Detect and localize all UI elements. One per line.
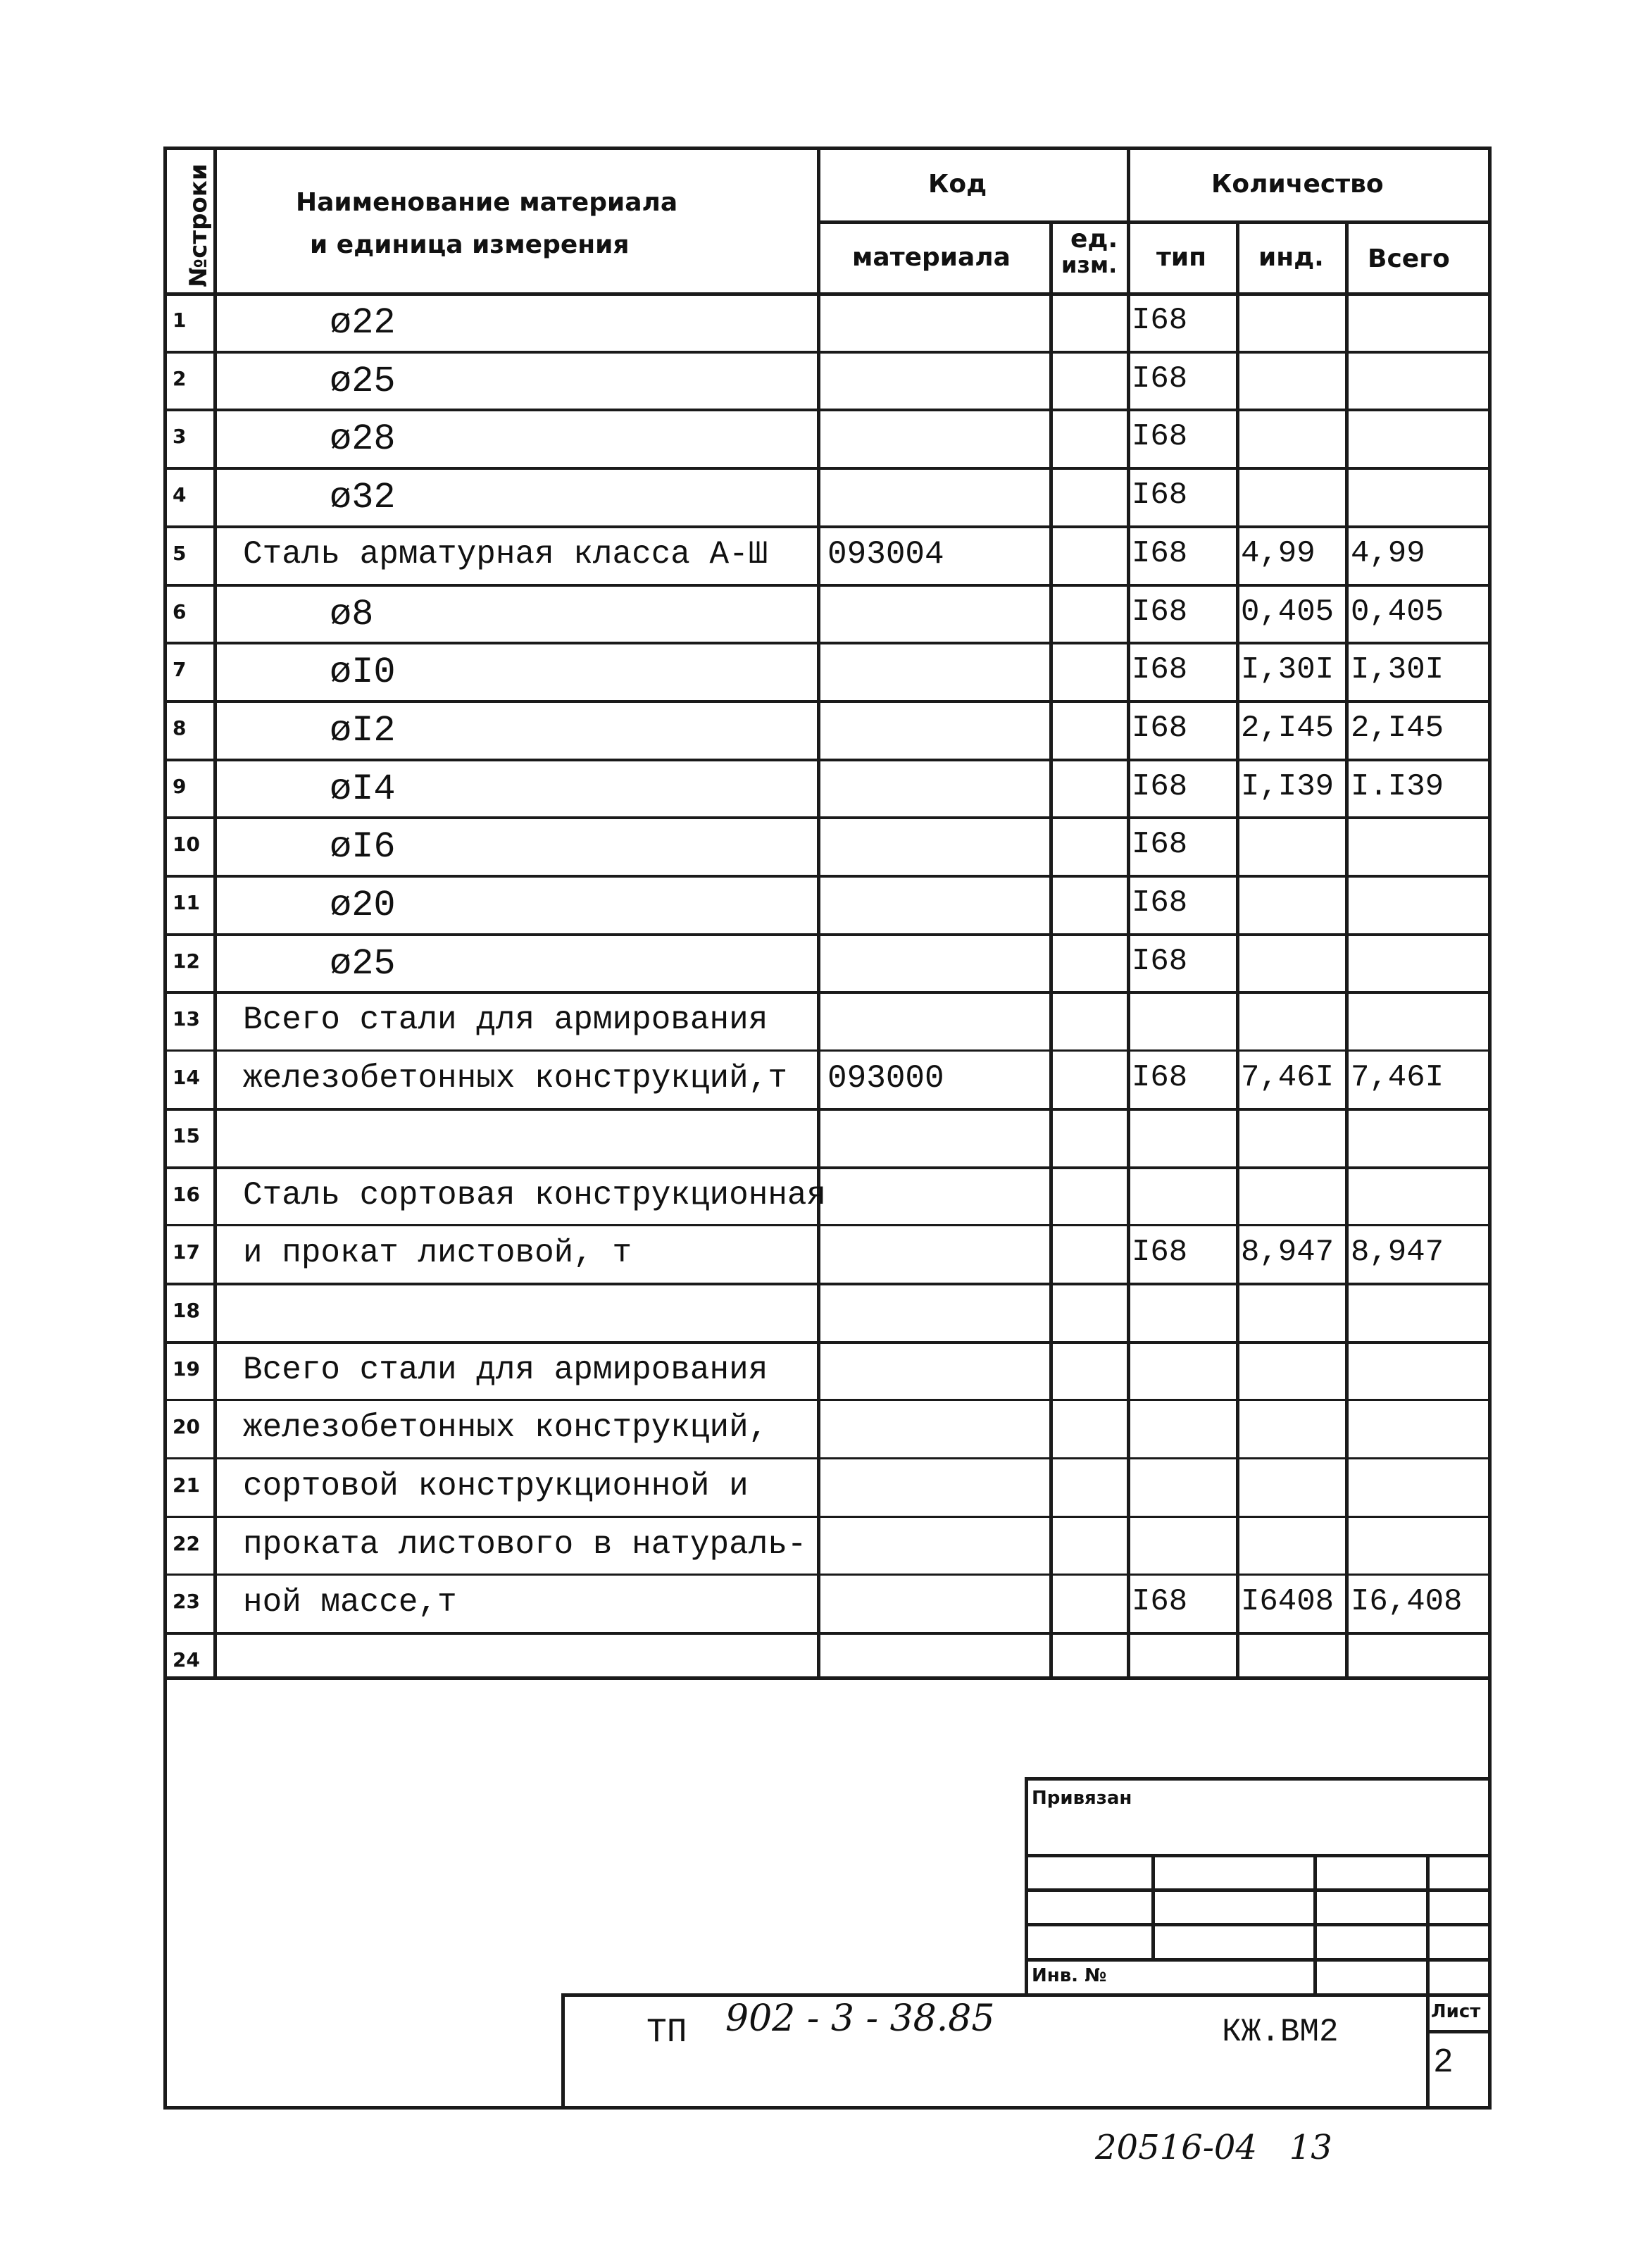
quantity-total: 8,947 [1351, 1235, 1444, 1270]
material-name: Всего стали для армирования [243, 1002, 768, 1038]
col-div-ind [1345, 220, 1349, 1680]
row-divider [163, 525, 1492, 528]
unit-code: I68 [1132, 361, 1188, 397]
inventory-number-label: Инв. № [1032, 1965, 1107, 1986]
quantity-total: I.I39 [1351, 769, 1444, 804]
sheet-cell-left [1426, 1993, 1430, 2110]
material-name: ø28 [330, 418, 396, 460]
material-name: железобетонных конструкций,т [243, 1060, 787, 1097]
unit-code: I68 [1132, 594, 1188, 630]
unit-code: I68 [1132, 1584, 1188, 1619]
stamp-line-3 [1025, 1888, 1492, 1892]
col-div-unit [1127, 147, 1130, 1680]
row-divider [163, 1049, 1492, 1052]
row-number: 7 [173, 658, 187, 681]
quantity-individual: 2,I45 [1241, 711, 1335, 746]
stamp-line-4 [1025, 1923, 1492, 1926]
material-name: øI0 [330, 652, 396, 693]
quantity-total: I,30I [1351, 652, 1444, 687]
row-number: 2 [173, 367, 187, 390]
quantity-total: 4,99 [1351, 536, 1425, 571]
unit-header-line2: изм. [1061, 251, 1118, 278]
row-number: 23 [173, 1590, 200, 1613]
unit-code: I68 [1132, 478, 1188, 513]
material-name: øI4 [330, 768, 396, 810]
stamp-line-5 [1025, 1958, 1492, 1962]
material-name: øI2 [330, 710, 396, 752]
bottom-border [163, 2106, 1492, 2110]
row-number: 14 [173, 1066, 200, 1089]
quantity-total: 2,I45 [1351, 711, 1444, 746]
col-div-type [1236, 220, 1239, 1680]
unit-code: I68 [1132, 944, 1188, 979]
right-border [1488, 147, 1492, 2110]
material-name: сортовой конструкционной и [243, 1468, 749, 1504]
stamp-top-line [1025, 1777, 1492, 1781]
material-name: ø32 [330, 477, 396, 518]
header-bottom-line [163, 292, 1492, 296]
name-header-line1: Наименование материала [296, 188, 678, 217]
col-div-name [817, 147, 820, 1680]
stamp-col-3 [1426, 1854, 1430, 1997]
row-divider [163, 351, 1492, 354]
total-header: Всего [1368, 244, 1450, 273]
row-number: 9 [173, 775, 187, 798]
row-number: 16 [173, 1183, 200, 1206]
row-divider [163, 642, 1492, 644]
archive-number: 20516-04 13 [1095, 2128, 1332, 2167]
sheet-label: Лист [1431, 2001, 1481, 2022]
row-number: 15 [173, 1124, 200, 1147]
unit-code: I68 [1132, 303, 1188, 338]
row-number: 3 [173, 425, 187, 448]
row-number: 17 [173, 1240, 200, 1264]
row-number: 20 [173, 1415, 200, 1438]
table-bottom-line [163, 1676, 1492, 1680]
code-header: Код [928, 170, 987, 199]
type-header: тип [1156, 243, 1206, 272]
col-div-rownum [213, 147, 217, 1680]
material-name: железобетонных конструкций, [243, 1409, 768, 1446]
row-divider [163, 1399, 1492, 1401]
quantity-individual: I,30I [1241, 652, 1335, 687]
material-name: Всего стали для армирования [243, 1352, 768, 1388]
unit-code: I68 [1132, 827, 1188, 862]
row-divider [163, 933, 1492, 936]
material-name: ной массе,т [243, 1584, 457, 1621]
row-divider [163, 700, 1492, 703]
material-code: 093004 [827, 536, 944, 573]
quantity-header: Количество [1211, 170, 1384, 199]
unit-code: I68 [1132, 885, 1188, 921]
row-number: 13 [173, 1007, 200, 1030]
row-divider [163, 1457, 1492, 1459]
row-divider [163, 759, 1492, 761]
quantity-total: 0,405 [1351, 594, 1444, 630]
row-divider [163, 1632, 1492, 1635]
top-border [163, 147, 1492, 150]
quantity-total: I6,408 [1351, 1584, 1463, 1619]
sheet-cell-divider [1426, 2030, 1492, 2033]
title-block-top [561, 1993, 1492, 1997]
unit-code: I68 [1132, 769, 1188, 804]
material-name: Сталь арматурная класса А-Ш [243, 536, 768, 573]
row-number: 22 [173, 1532, 200, 1555]
row-number: 21 [173, 1473, 200, 1497]
row-divider [163, 1516, 1492, 1518]
unit-code: I68 [1132, 652, 1188, 687]
quantity-individual: 8,947 [1241, 1235, 1335, 1270]
quantity-individual: 0,405 [1241, 594, 1335, 630]
row-divider [163, 1341, 1492, 1344]
row-divider [163, 467, 1492, 470]
row-divider [163, 584, 1492, 587]
unit-code: I68 [1132, 536, 1188, 571]
row-divider [163, 875, 1492, 878]
material-name: øI6 [330, 826, 396, 868]
material-name: Сталь сортовая конструкционная [243, 1177, 827, 1214]
material-name: ø8 [330, 594, 374, 635]
row-divider [163, 1108, 1492, 1111]
quantity-individual: I,I39 [1241, 769, 1335, 804]
quantity-individual: 7,46I [1241, 1060, 1335, 1095]
unit-header-line1: ед. [1070, 225, 1118, 254]
unit-code: I68 [1132, 1235, 1188, 1270]
row-divider [163, 1283, 1492, 1285]
row-number: 18 [173, 1299, 200, 1322]
row-number: 12 [173, 949, 200, 973]
quantity-individual: I6408 [1241, 1584, 1335, 1619]
material-name: ø25 [330, 361, 396, 402]
quantity-individual: 4,99 [1241, 536, 1315, 571]
project-number: 902 - 3 - 38.85 [725, 1998, 995, 2040]
quantity-total: 7,46I [1351, 1060, 1444, 1095]
tp-label: ТП [646, 2014, 687, 2052]
sheet-number: 2 [1433, 2044, 1454, 2082]
row-number: 6 [173, 600, 187, 623]
row-divider [163, 409, 1492, 411]
left-border [163, 147, 167, 2110]
ind-header: инд. [1258, 243, 1324, 272]
drawing-mark: КЖ.ВМ2 [1222, 2014, 1339, 2050]
row-number: 8 [173, 716, 187, 740]
row-divider [163, 1574, 1492, 1576]
material-code: 093000 [827, 1060, 944, 1097]
row-number: 10 [173, 833, 200, 856]
stamp-col-2 [1313, 1854, 1317, 1997]
unit-code: I68 [1132, 1060, 1188, 1095]
unit-code: I68 [1132, 711, 1188, 746]
bound-label: Привязан [1032, 1788, 1132, 1809]
stamp-line-2 [1025, 1854, 1492, 1857]
material-name: ø22 [330, 302, 396, 344]
row-divider [163, 1224, 1492, 1226]
row-number: 19 [173, 1357, 200, 1381]
material-name: и прокат листовой, т [243, 1235, 632, 1271]
row-number: 1 [173, 309, 187, 332]
material-header: материала [852, 243, 1011, 272]
row-number: 24 [173, 1648, 200, 1671]
material-name: ø20 [330, 885, 396, 926]
material-name: ø25 [330, 943, 396, 985]
row-number: 5 [173, 542, 187, 565]
row-divider [163, 816, 1492, 819]
row-number-header: №строки [185, 163, 213, 287]
stamp-left-border [1025, 1777, 1028, 1997]
row-number: 4 [173, 483, 187, 506]
col-div-code [1049, 220, 1053, 1680]
material-name: проката листового в натураль- [243, 1526, 807, 1563]
row-divider [163, 1166, 1492, 1169]
row-number: 11 [173, 891, 200, 914]
stamp-col-1 [1151, 1854, 1155, 1958]
name-header-line2: и единица измерения [310, 230, 630, 259]
title-block-left [561, 1993, 565, 2110]
header-sub-line-code [817, 220, 1492, 224]
unit-code: I68 [1132, 419, 1188, 454]
row-divider [163, 991, 1492, 994]
